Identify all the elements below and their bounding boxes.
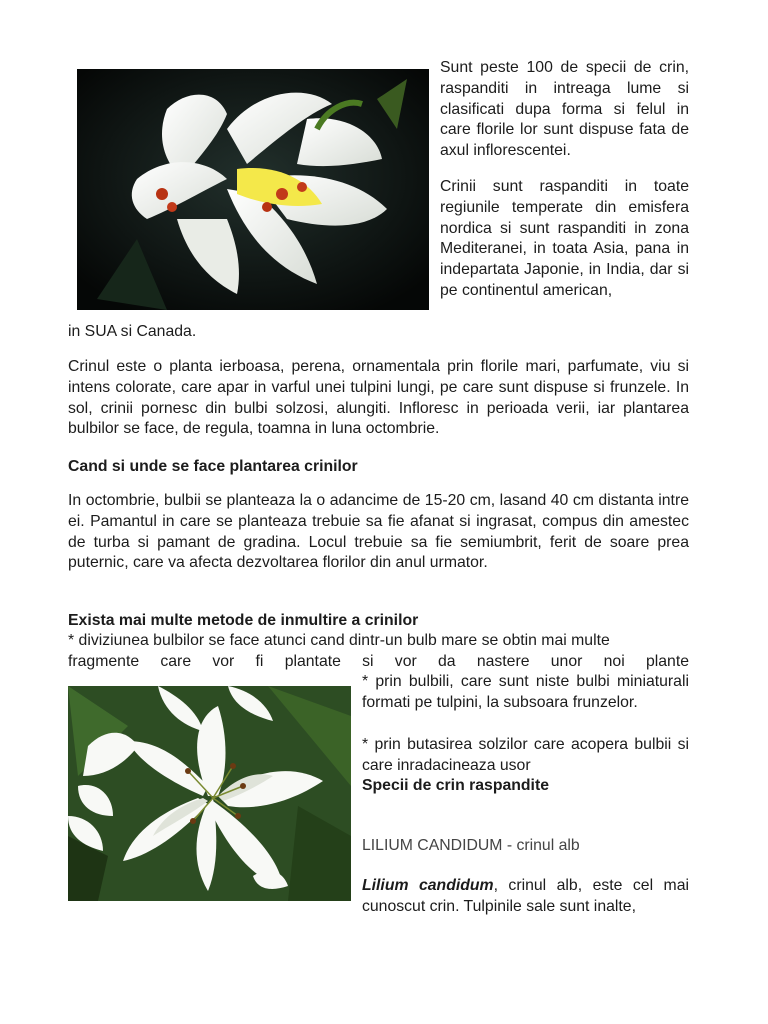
lily-photo-bottom bbox=[68, 686, 351, 901]
propagation-heading: Exista mai multe metode de inmultire a crinilor bbox=[68, 612, 419, 629]
distribution-paragraph-tail: in SUA si Canada. bbox=[68, 323, 197, 340]
lily-photo-top bbox=[77, 69, 429, 310]
lilium-candidum-paragraph bbox=[362, 876, 689, 918]
species-label: LILIUM CANDIDUM - crinul alb bbox=[362, 837, 580, 854]
species-heading: Specii de crin raspandite bbox=[362, 777, 549, 794]
intro-paragraph: Sunt peste 100 de specii de crin, raspanditi in intreaga lume si clasificati dupa forma si felul in care florile lor sunt dispuse fata de axul inflorescentei. bbox=[440, 59, 689, 160]
bullet-scales: * prin butasirea solzilor care acopera bulbii si care inradacineaza usor bbox=[362, 736, 689, 774]
planting-paragraph: In octombrie, bulbii se planteaza la o adancime de 15-20 cm, lasand 40 cm distanta intre ei. Pamantul in care se planteaza trebuie sa fie afanat si ingrasat, compus din amestec de turba si pamant de gradina. Locul trebuie sa fie semiumbrit, ferit de soare prea puternic, care va afecta dezvoltarea florilor din anul urmator. bbox=[68, 492, 689, 572]
bullet-bulbils: * prin bulbili, care sunt niste bulbi miniaturali formati pe tulpini, la subsoara frunzelor. bbox=[362, 673, 689, 711]
description-paragraph: Crinul este o planta ierboasa, perena, ornamentala prin florile mari, parfumate, viu si intens colorate, care apar in varful unei tulpini lungi, pe care sunt dispuse si frunzele. In sol, crinii pornesc din bulbi solzosi, alungiti. Infloresc in perioada verii, iar plantarea bulbilor se face, de regula, toamna in luna octombrie. bbox=[68, 358, 689, 438]
lilium-candidum-name: Lilium candidum bbox=[362, 877, 494, 894]
bullet-division: * diviziunea bulbilor se face atunci cand dintr-un bulb mare se obtin mai multe bbox=[68, 632, 610, 649]
bullet-division-cont: fragmente care vor fi plantate si vor da nastere unor noi plante bbox=[68, 653, 689, 670]
lilium-candidum-text: , crinul alb, este cel mai cunoscut crin. Tulpinile sale sunt inalte, bbox=[362, 877, 689, 915]
planting-heading: Cand si unde se face plantarea crinilor bbox=[68, 458, 358, 475]
distribution-paragraph: Crinii sunt raspanditi in toate regiunile temperate din emisfera nordica si sunt raspanditi in zona Mediteranei, in toata Asia, pana in indepartata Japonie, in India, dar si pe continentul american, bbox=[440, 178, 689, 299]
